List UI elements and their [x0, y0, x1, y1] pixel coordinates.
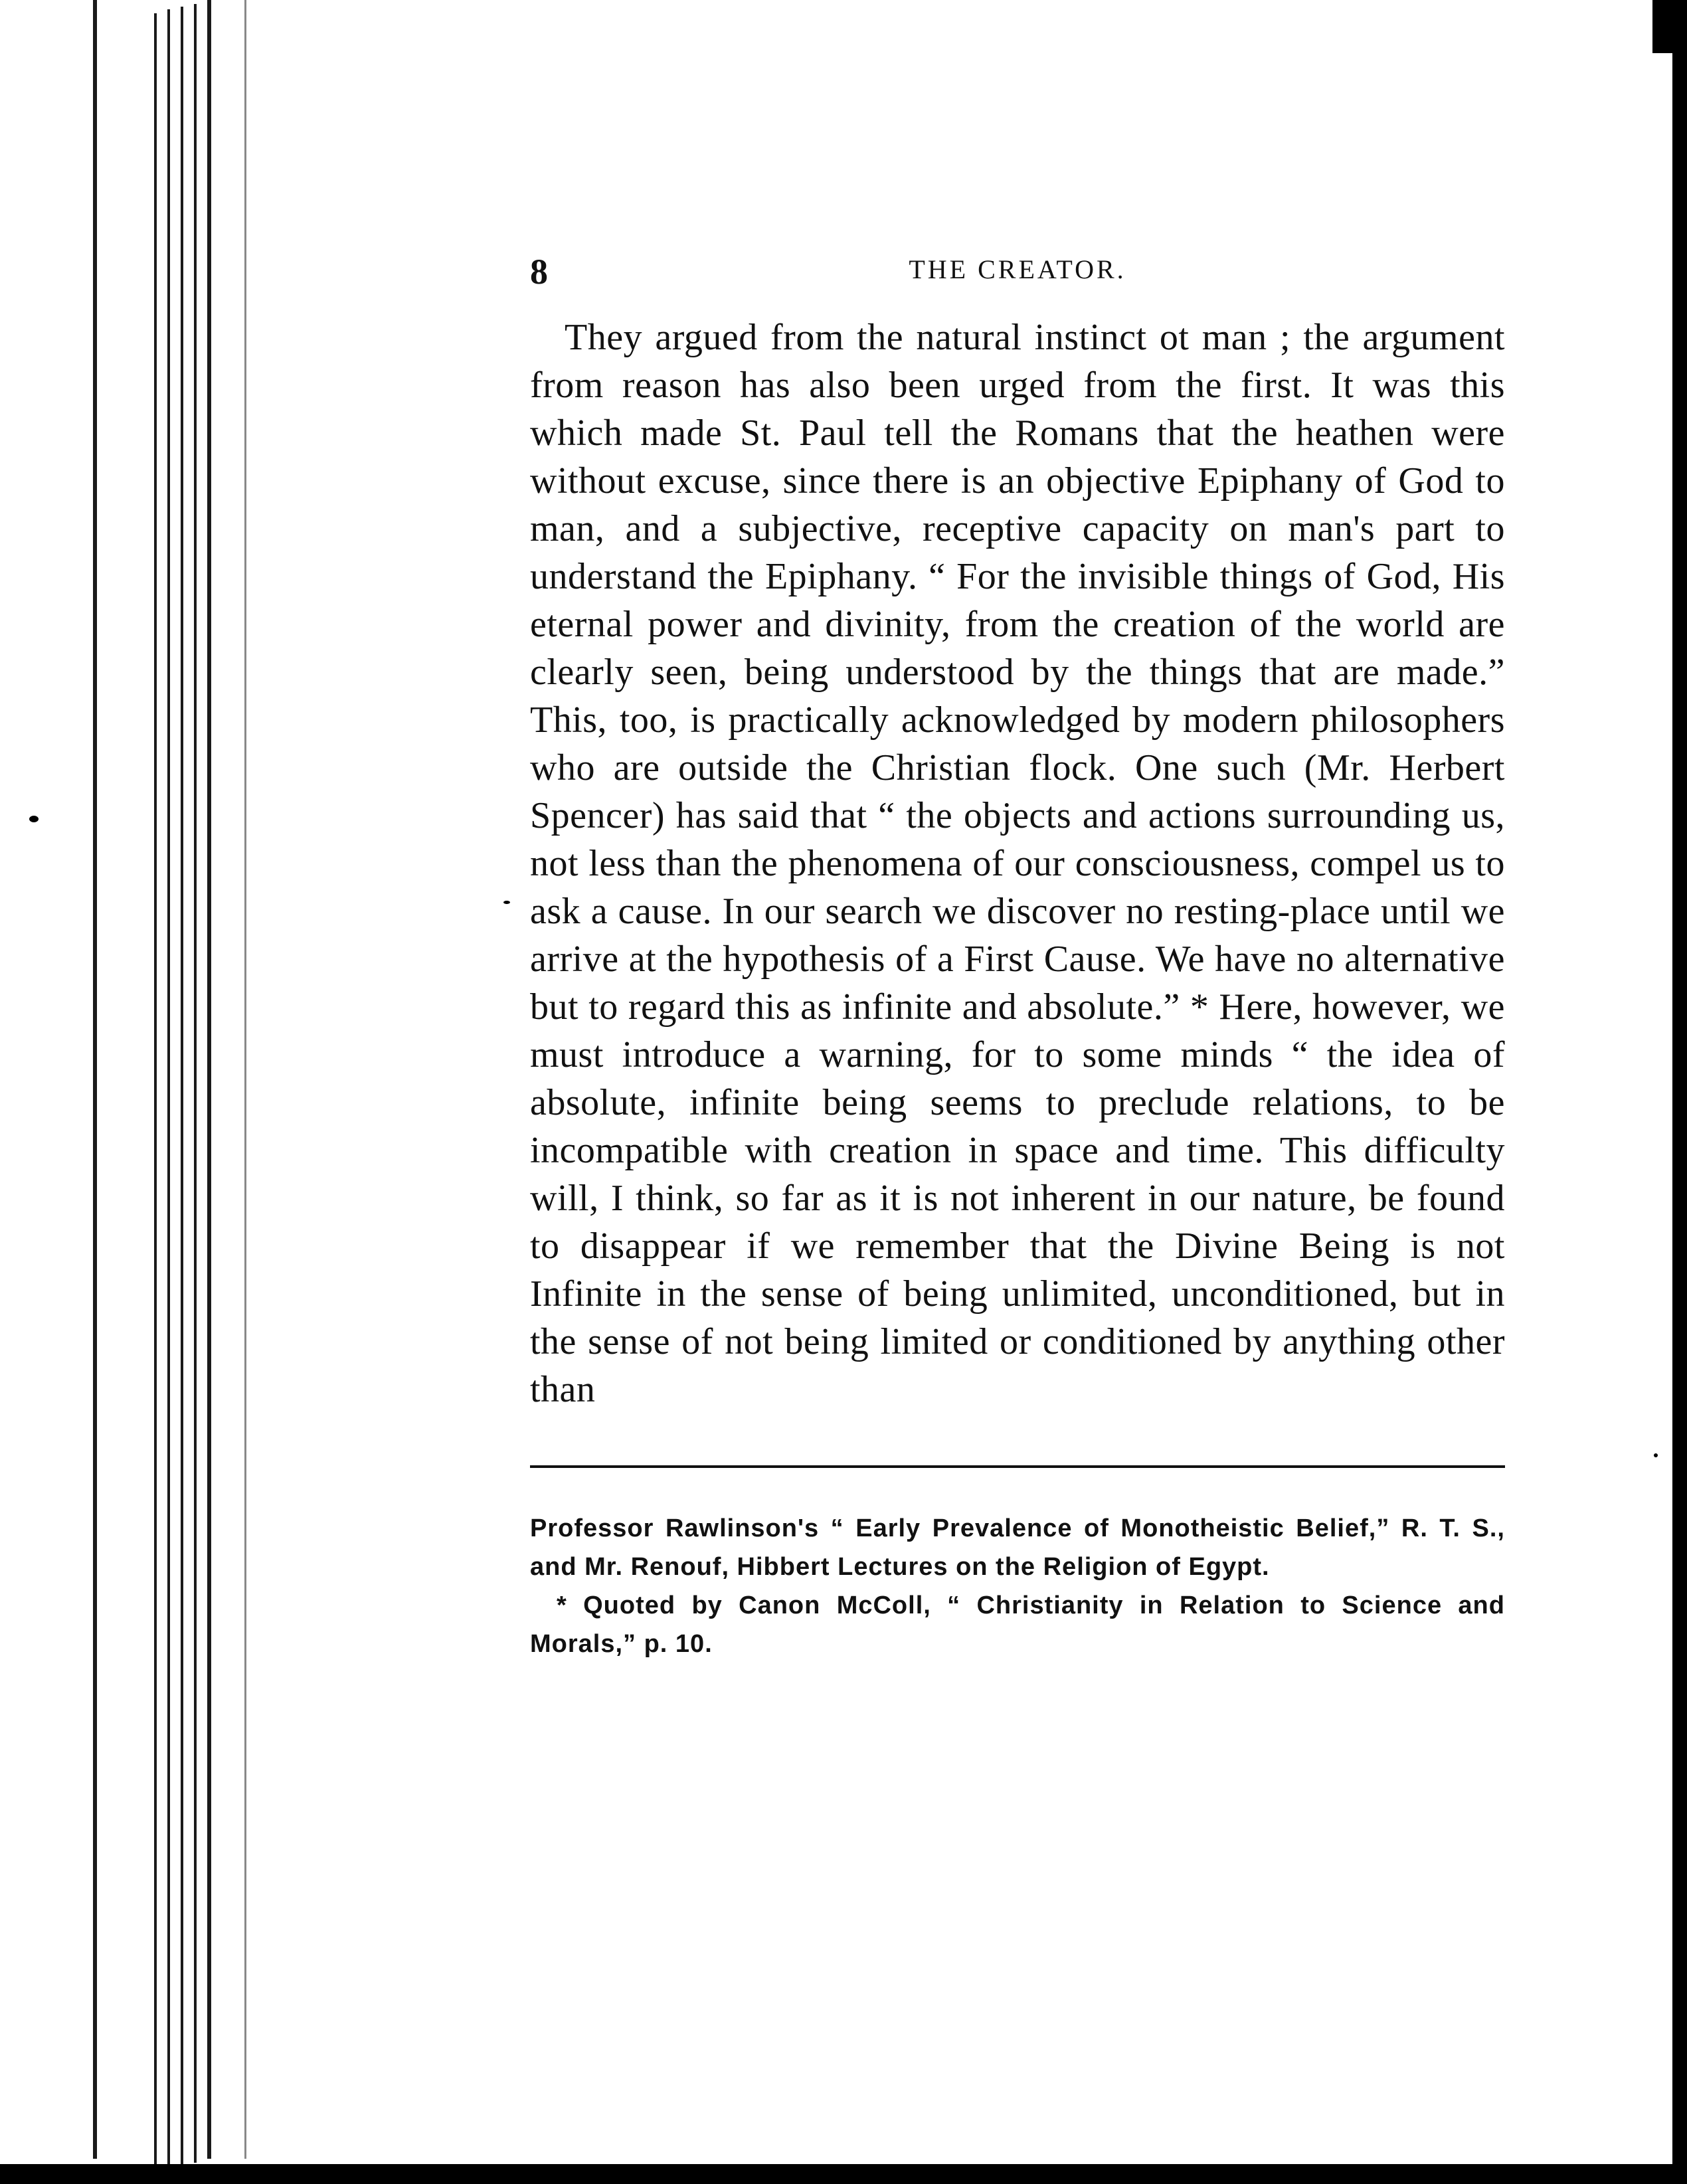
book-edge-line — [244, 0, 246, 2159]
dust-speck — [503, 901, 510, 904]
book-edge-line — [154, 13, 157, 2172]
body-paragraph: They argued from the natural instinct ot man ; the argument from reason has also been urged from the first. It was this which made St. Paul tell the Romans that the heathen were without excuse, since there is an objective Epiphany of God to man, and a subjective, receptive capacity on man's part to understand the Epiphany. “ For the invisible things of God, His eternal power and divinity, from the creation of the world are clearly seen, being understood by the things that are made.” This, too, is practically acknowledged by modern philosophers who are outside the Christian flock. One such (Mr. Herbert Spencer) has said that “ the objects and actions surrounding us, not less than the phenomena of our consciousness, compel us to ask a cause. In our search we discover no resting-place until we arrive at the hypothesis of a First Cause. We have no alternative but to regard this as infinite and absolute.” * Here, however, we must introduce a warning, for to some minds “ the idea of absolute, infinite being seems to preclude relations, to be incompatible with creation in space and time. This difficulty will, I think, so far as it is not inherent in our nature, be found to disappear if we remember that the Divine Being is not Infinite in the sense of being unlimited, unconditioned, but in the sense of not being limited or conditioned by anything other than — [530, 317, 1505, 1410]
running-title: THE CREATOR. — [909, 254, 1126, 284]
scan-corner-mark — [1652, 0, 1672, 53]
book-edge-line — [181, 7, 183, 2165]
footnotes — [530, 1509, 1505, 1663]
book-edge-line — [93, 0, 97, 2159]
book-edge-line — [194, 4, 197, 2163]
page-content — [530, 239, 1505, 1663]
book-edge-line — [167, 9, 170, 2168]
footnote-rule — [530, 1465, 1505, 1468]
dust-speck — [1654, 1453, 1658, 1457]
scan-bottom-edge — [0, 2164, 1687, 2184]
footnote-1: Professor Rawlinson's “ Early Prevalence of Monotheistic Belief,” R. T. S., and Mr. Renouf, Hibbert Lectures on the Religion of Egypt. — [530, 1514, 1505, 1581]
scan-right-edge — [1672, 0, 1687, 2184]
dust-speck — [29, 816, 39, 822]
running-head — [530, 239, 1505, 299]
page-number: 8 — [530, 252, 548, 292]
book-edge-line — [207, 0, 211, 2159]
footnote-2: * Quoted by Canon McColl, “ Christianity in Relation to Science and Morals,” p. 10. — [530, 1592, 1505, 1658]
